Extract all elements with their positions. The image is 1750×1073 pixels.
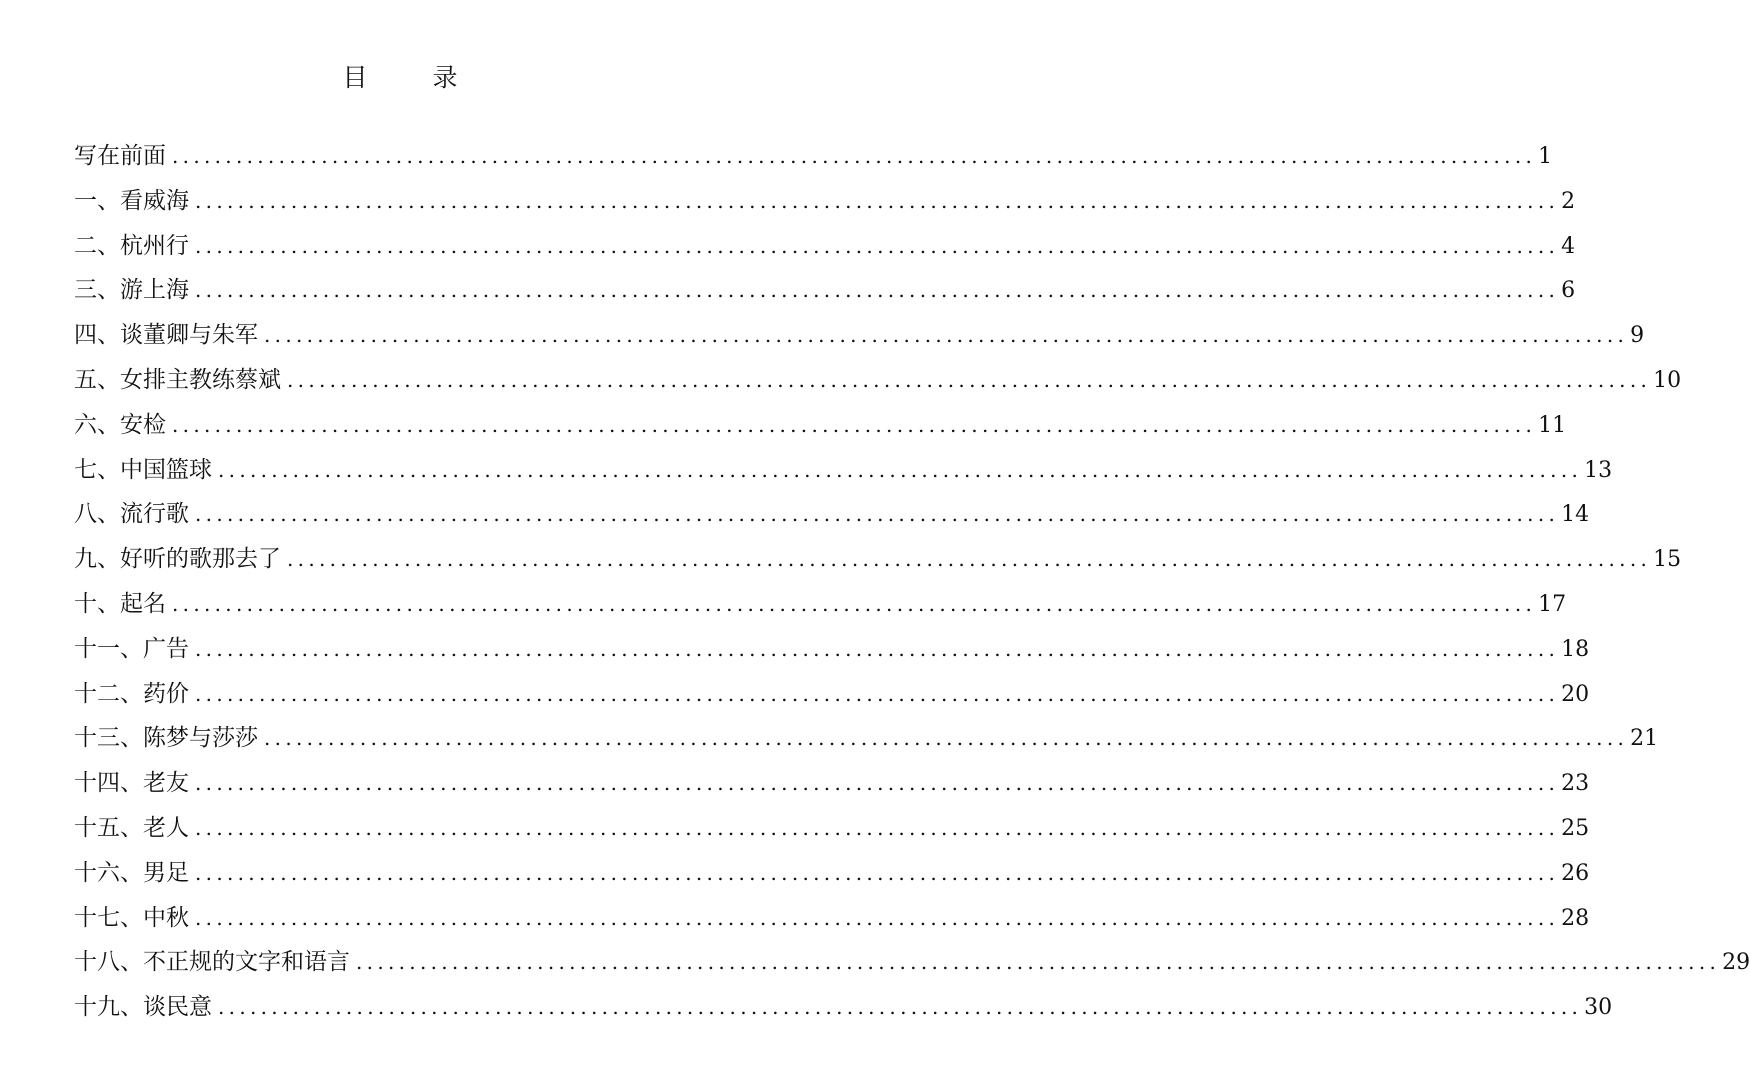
- toc-entry-label: 十九、谈民意: [74, 994, 212, 1021]
- toc-entry-label: 十七、中秋: [74, 904, 189, 931]
- toc-entry-page-number: 14: [1561, 502, 1590, 528]
- toc-entry-label: 四、谈董卿与朱军: [74, 322, 258, 349]
- toc-entry-label: 七、中国篮球: [74, 456, 212, 483]
- toc-entry[interactable]: [74, 676, 1590, 721]
- toc-dot-leader: ................................................................................................................................: [172, 591, 1537, 616]
- toc-entry-page-number: 29: [1722, 950, 1750, 976]
- toc-entry[interactable]: [74, 631, 1590, 676]
- toc-dot-leader: ................................................................................................................................: [195, 860, 1560, 885]
- toc-entry[interactable]: [74, 272, 1576, 317]
- toc-dot-leader: ................................................................................................................................: [195, 636, 1560, 661]
- toc-entry[interactable]: [74, 765, 1590, 810]
- table-of-contents: [74, 138, 1750, 1034]
- toc-entry-label: 十五、老人: [74, 814, 189, 841]
- toc-dot-leader: ................................................................................................................................: [195, 233, 1560, 258]
- toc-entry-page-number: 1: [1538, 144, 1553, 169]
- toc-entry-label: 十八、不正规的文字和语言: [74, 949, 350, 976]
- toc-dot-leader: ................................................................................................................................: [195, 815, 1560, 840]
- toc-entry-page-number: 18: [1561, 636, 1590, 662]
- toc-entry-label: 二、杭州行: [74, 232, 189, 259]
- toc-entry[interactable]: [74, 810, 1590, 855]
- toc-entry-page-number: 4: [1561, 233, 1576, 259]
- toc-dot-leader: ................................................................................................................................: [172, 144, 1537, 168]
- toc-entry[interactable]: [74, 138, 1553, 183]
- toc-dot-leader: ................................................................................................................................: [195, 681, 1560, 706]
- toc-entry-page-number: 10: [1653, 367, 1682, 393]
- toc-entry-label: 八、流行歌: [74, 501, 189, 528]
- page-title: 目 录: [342, 63, 478, 92]
- toc-entry-page-number: 11: [1538, 412, 1567, 438]
- toc-entry[interactable]: [74, 407, 1567, 452]
- toc-entry[interactable]: [74, 496, 1590, 541]
- toc-dot-leader: ................................................................................................................................: [195, 905, 1560, 930]
- toc-dot-leader: ................................................................................................................................: [218, 995, 1583, 1020]
- toc-entry[interactable]: [74, 720, 1659, 765]
- toc-entry-page-number: 6: [1561, 278, 1576, 304]
- toc-dot-leader: ................................................................................................................................: [195, 502, 1560, 527]
- toc-entry-label: 三、游上海: [74, 277, 189, 304]
- toc-entry[interactable]: [74, 228, 1576, 273]
- toc-entry-page-number: 9: [1630, 323, 1645, 349]
- toc-entry[interactable]: [74, 317, 1645, 362]
- toc-dot-leader: ................................................................................................................................: [287, 367, 1652, 392]
- toc-dot-leader: ................................................................................................................................: [172, 412, 1537, 437]
- toc-entry-page-number: 20: [1561, 681, 1590, 707]
- toc-dot-leader: ................................................................................................................................: [195, 771, 1560, 796]
- toc-entry[interactable]: [74, 452, 1613, 497]
- toc-entry-label: 十四、老友: [74, 770, 189, 797]
- toc-entry-page-number: 23: [1561, 771, 1590, 797]
- toc-entry-label: 十一、广告: [74, 635, 189, 662]
- toc-entry-page-number: 2: [1561, 188, 1576, 214]
- toc-entry-label: 五、女排主教练蔡斌: [74, 366, 281, 393]
- toc-entry[interactable]: [74, 989, 1613, 1034]
- toc-entry-label: 九、好听的歌那去了: [74, 546, 281, 573]
- toc-entry[interactable]: [74, 900, 1590, 945]
- toc-dot-leader: ................................................................................................................................: [264, 726, 1629, 751]
- toc-entry[interactable]: [74, 362, 1682, 407]
- toc-dot-leader: ................................................................................................................................: [218, 457, 1583, 482]
- toc-dot-leader: ................................................................................................................................: [264, 323, 1629, 348]
- toc-entry-page-number: 21: [1630, 726, 1659, 752]
- toc-entry-label: 十二、药价: [74, 680, 189, 707]
- toc-dot-leader: ................................................................................................................................: [287, 547, 1652, 572]
- toc-entry-label: 六、安检: [74, 411, 166, 438]
- toc-entry[interactable]: [74, 541, 1682, 586]
- toc-entry-page-number: 30: [1584, 995, 1613, 1021]
- toc-entry-page-number: 28: [1561, 905, 1590, 931]
- toc-entry-page-number: 13: [1584, 457, 1613, 483]
- toc-entry[interactable]: [74, 944, 1750, 989]
- toc-entry-page-number: 17: [1538, 591, 1567, 617]
- toc-entry-page-number: 15: [1653, 547, 1682, 573]
- toc-entry-label: 一、看威海: [74, 187, 189, 214]
- toc-entry-label: 写在前面: [74, 143, 166, 169]
- toc-entry-page-number: 26: [1561, 860, 1590, 886]
- toc-entry[interactable]: [74, 586, 1567, 631]
- toc-entry-page-number: 25: [1561, 815, 1590, 841]
- toc-entry[interactable]: [74, 183, 1576, 228]
- toc-entry-label: 十、起名: [74, 590, 166, 617]
- toc-dot-leader: ................................................................................................................................: [195, 188, 1560, 213]
- toc-entry-label: 十六、男足: [74, 859, 189, 886]
- toc-entry[interactable]: [74, 855, 1590, 900]
- toc-dot-leader: ................................................................................................................................: [195, 278, 1560, 303]
- toc-entry-label: 十三、陈梦与莎莎: [74, 725, 258, 752]
- toc-dot-leader: ................................................................................................................................: [356, 950, 1721, 975]
